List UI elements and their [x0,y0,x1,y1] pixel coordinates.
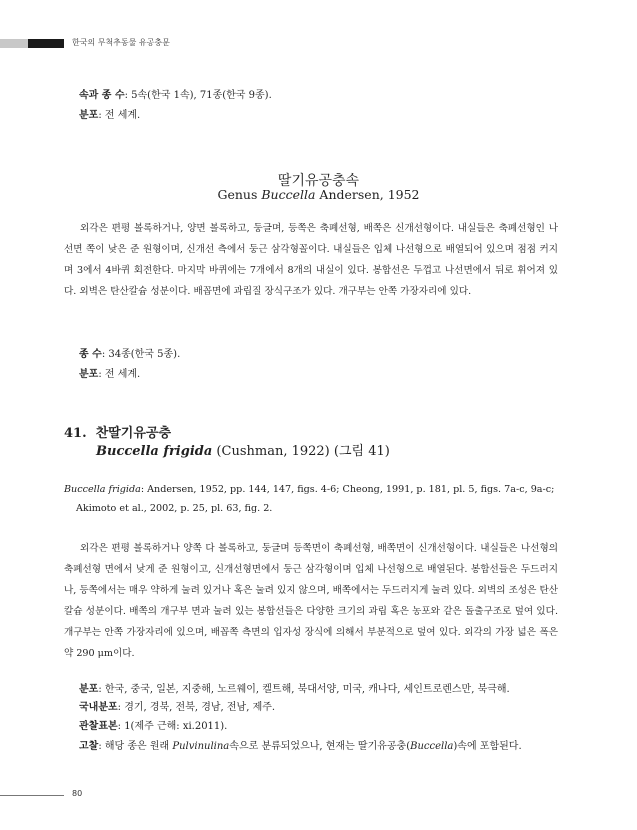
species-specimen-line [79,720,227,734]
specimen-value: : 1(제주 근해: xi.2011). [117,721,228,732]
genus-distribution-line [79,368,140,382]
remarks-genus-1: Pulvinulina [172,741,230,752]
genus-distribution-label: 분포 [79,369,99,380]
genus-title-latin [0,187,637,202]
remarks-genus-2: Buccella [410,741,454,752]
species-distribution-line [79,683,510,697]
family-distribution-value: : 전 세계. [98,110,141,121]
family-distribution [79,109,140,123]
genus-species-value: : 5속(한국 1속), 71종(한국 9종). [124,90,272,101]
species-count-label: 종 수 [79,349,102,360]
species-figure-ref: (그림 41) [333,444,390,459]
species-distribution-value: : 한국, 중국, 일본, 지중해, 노르웨이, 켈트해, 북대서양, 미국, 캐나다, 세인트로렌스만, 북극해. [98,684,510,695]
synonymy-refs-1: : Andersen, 1952, pp. 144, 147, figs. 4-6; Cheong, 1991, p. 181, pl. 5, figs. 7a-c, 9a-c; [140,484,555,495]
species-name-korean: 찬딸기유공충 [95,426,172,441]
species-description [64,538,558,664]
synonymy [64,480,558,518]
genus-description-text: 외각은 편평 볼록하거나, 양면 볼록하고, 둥글며, 등쪽은 축폐선형, 배쪽은 신개선형이다. 내실들은 축폐선형인 나선면 쪽이 낮은 준 원형이며, 신개선 측에서 둥근 삼각형꼴이다. 내실들은 입체 나선형으로 배열되어 있으며 점점 커지며 3에서 4바퀴 회전한다. 마지막 바퀴에는 7개에서 8개의 내실이 있다. 봉합선은 두껍고 나선면에서 뒤로 휘어져 있다. 외벽은 탄산칼슘 성분이다. 배꼽면에 과립질 장식구조가 있다. 개구부는 안쪽 가장자리에 있다. [64,223,558,297]
species-domestic-line [79,701,275,715]
species-count-value: : 34종(한국 5종). [101,349,181,360]
remarks-text-2: 속으로 분류되었으나, 현재는 딸기유공충( [229,741,411,752]
species-author: (Cushman, 1922) [212,444,334,459]
species-distribution-label: 분포 [79,684,99,695]
header-bar-grey [0,39,28,48]
genus-title-author: Andersen, 1952 [315,187,420,202]
genus-title-prefix: Genus [217,187,262,202]
header-bar-black [28,39,64,48]
domestic-distribution-label: 국내분포 [79,702,118,713]
genus-title-name: Buccella [261,187,316,202]
genus-species-count [79,89,272,103]
page-number: 80 [72,789,83,798]
running-title: 한국의 무척추동물 유공충문 [72,38,170,47]
species-number: 41. [64,426,87,441]
species-description-text: 외각은 편평 볼록하거나 양쪽 다 볼록하고, 둥글며 등쪽면이 축폐선형, 배쪽면이 신개선형이다. 내실들은 나선형의 축폐선형 면에서 낮게 준 원형이고, 신개선형면에서 둥근 삼각형이며 입체 나선형으로 배열된다. 봉합선들은 두드러지나, 등쪽에서는 매우 약하게 눌려 있거나 혹은 눌려 있지 않으며, 배쪽에서는 두드러지게 눌려 있다. 외벽의 조성은 탄산칼슘 성분이다. 배쪽의 개구부 면과 눌려 있는 봉합선들은 다양한 크기의 과립 혹은 농포와 같은 돌출구조로 덮여 있다. 개구부는 안쪽 가장자리에 있으며, 배꼽쪽 측면의 입자성 장식에 의해서 부분적으로 덮여 있다. 외각의 가장 넓은 폭은 약 290 μm이다. [64,543,558,659]
genus-title-korean: 딸기유공충속 [277,173,360,189]
genus-distribution-value: : 전 세계. [98,369,141,380]
species-remarks-line [79,740,522,754]
remarks-text-3: )속에 포함된다. [453,741,522,752]
remarks-label: 고찰 [79,741,99,752]
specimen-label: 관찰표본 [79,721,118,732]
footer-rule [0,795,64,796]
genus-species-count-line [79,348,180,362]
genus-description [64,218,558,302]
species-scientific-line [96,440,390,459]
family-distribution-label: 분포 [79,110,99,121]
genus-species-label: 속과 종 수 [79,90,125,101]
synonymy-refs-2: Akimoto et al., 2002, p. 25, pl. 63, fig. 2. [76,503,273,514]
synonymy-line-1 [64,480,558,499]
species-scientific-name: Buccella frigida [96,444,213,459]
species-heading [64,422,171,441]
remarks-text-1: : 해당 종은 원래 [98,741,173,752]
synonymy-name: Buccella frigida [64,484,141,495]
domestic-distribution-value: : 경기, 경북, 전북, 경남, 전남, 제주. [117,702,276,713]
